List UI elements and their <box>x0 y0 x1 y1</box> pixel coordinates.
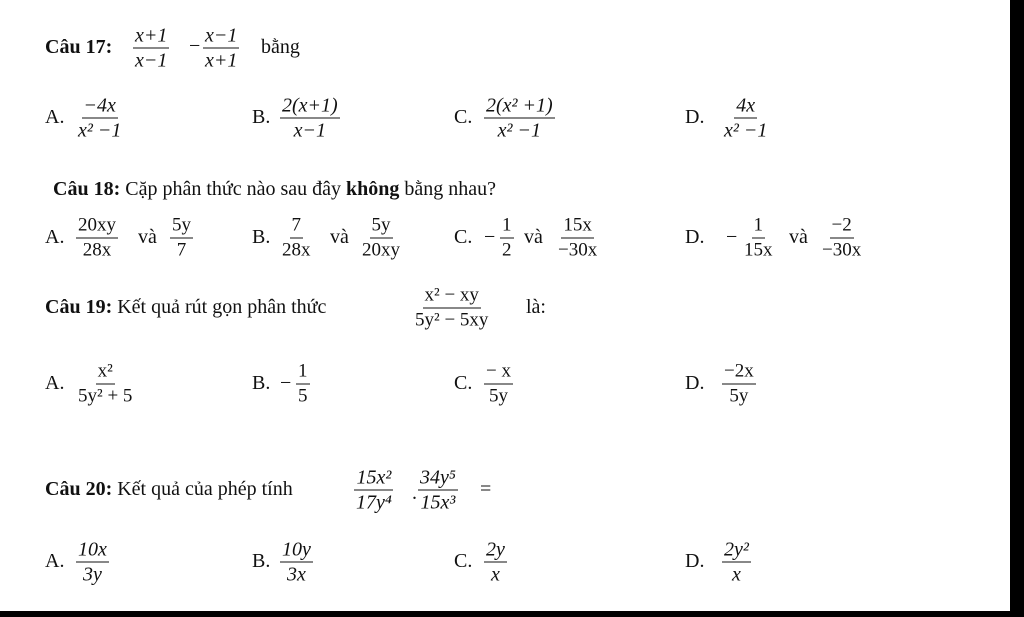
q17-options <box>0 94 1010 142</box>
q19-option-c[interactable]: $\frac{- x}{5y}$ <box>486 360 511 407</box>
q19-options <box>0 360 1010 407</box>
q20-equals: = <box>480 478 492 500</box>
question-20 <box>0 466 1010 514</box>
q17-option-d[interactable]: $\frac{4x}{\text{x² −1}}$ <box>724 94 768 142</box>
q19-option-a-letter[interactable]: A. <box>45 372 65 394</box>
q17-option-a[interactable]: $\frac{-4x}{\text{x² −1}}$ <box>78 94 122 142</box>
q18-option-a-fraction-1[interactable]: $\frac{20xy}{28x}$ <box>78 214 116 261</box>
q17-option-c[interactable]: $\frac{\text{2(x² +1)}}{\text{x² −1}}$ <box>486 94 553 142</box>
question-19 <box>0 284 1010 331</box>
q19-option-b[interactable]: $\frac{1}{5}$ <box>298 360 308 407</box>
q18-option-d-sign: − <box>726 226 738 248</box>
q17-suffix: bằng <box>261 36 300 58</box>
q18-option-d-fraction-1[interactable]: $\frac{1}{15x}$ <box>744 214 773 261</box>
q17-option-b-letter[interactable]: B. <box>252 106 271 128</box>
q19-option-d-letter[interactable]: D. <box>685 372 705 394</box>
q20-option-a[interactable]: $\frac{10x}{3y}$ <box>78 538 107 586</box>
q19-option-b-letter[interactable]: B. <box>252 372 271 394</box>
q19-option-d[interactable]: $\frac{-2x}{5y}$ <box>724 360 754 407</box>
q17-minus: − <box>189 35 201 57</box>
q17-fraction-1: $\frac{x+1}{x-1}$ <box>135 24 168 72</box>
q20-options <box>0 538 1010 586</box>
q18-option-b-fraction-2[interactable]: $\frac{5y}{20xy}$ <box>362 214 400 261</box>
q20-option-c-letter[interactable]: C. <box>454 550 473 572</box>
q17-option-d-letter[interactable]: D. <box>685 106 705 128</box>
q18-option-c-letter[interactable]: C. <box>454 226 473 248</box>
q18-option-b-fraction-1[interactable]: $\frac{7}{28x}$ <box>282 214 311 261</box>
q18-option-b-letter[interactable]: B. <box>252 226 271 248</box>
q19-suffix: là: <box>526 296 546 318</box>
q19-option-c-letter[interactable]: C. <box>454 372 473 394</box>
q18-option-b-and: và <box>330 226 349 248</box>
question-18-text: Câu 18: Cặp phân thức nào sau đây không bằng nhau? <box>53 178 497 200</box>
q18-option-c-and: và <box>524 226 543 248</box>
q17-option-a-letter[interactable]: A. <box>45 106 65 128</box>
q18-option-a-letter[interactable]: A. <box>45 226 65 248</box>
q20-fraction-2: $\frac{\text{34y⁵}}{\text{15x³}}$ <box>420 466 456 514</box>
question-20-text: Câu 20: Kết quả của phép tính <box>45 478 293 500</box>
q20-option-b[interactable]: $\frac{10y}{3x}$ <box>282 538 311 586</box>
question-18 <box>0 178 1010 200</box>
q18-option-d-fraction-2[interactable]: $\frac{-2}{-30x}$ <box>822 214 862 261</box>
q20-option-c[interactable]: $\frac{2y}{x}$ <box>486 538 505 586</box>
q20-option-a-letter[interactable]: A. <box>45 550 65 572</box>
q19-option-a[interactable]: $\frac{\text{x²}}{\text{5y² + 5}}$ <box>78 360 133 407</box>
q20-dot: . <box>412 482 417 504</box>
question-17 <box>0 24 1010 72</box>
question-17-label: Câu 17: <box>45 36 113 58</box>
q19-option-b-sign: − <box>280 372 292 394</box>
q18-option-a-and: và <box>138 226 157 248</box>
q20-option-d[interactable]: $\frac{\text{2y²}}{x}$ <box>724 538 749 586</box>
q20-option-b-letter[interactable]: B. <box>252 550 271 572</box>
q17-option-c-letter[interactable]: C. <box>454 106 473 128</box>
q18-option-c-sign: − <box>484 226 496 248</box>
q18-option-d-letter[interactable]: D. <box>685 226 705 248</box>
q20-option-d-letter[interactable]: D. <box>685 550 705 572</box>
q17-fraction-2: $\frac{x-1}{x+1}$ <box>205 24 238 72</box>
q18-options <box>0 214 1010 261</box>
q17-option-b[interactable]: $\frac{2(x+1)}{x-1}$ <box>282 94 338 142</box>
question-19-text: Câu 19: Kết quả rút gọn phân thức <box>45 296 327 318</box>
q19-fraction: $\frac{\text{x² − xy}}{\text{5y² − 5xy}}$ <box>415 284 489 331</box>
q18-option-a-fraction-2[interactable]: $\frac{5y}{7}$ <box>172 214 191 261</box>
q18-option-d-and: và <box>789 226 808 248</box>
q18-option-c-fraction-1[interactable]: $\frac{1}{2}$ <box>502 214 512 261</box>
q18-option-c-fraction-2[interactable]: $\frac{15x}{-30x}$ <box>558 214 598 261</box>
q20-fraction-1: $\frac{\text{15x²}}{\text{17y⁴}}$ <box>356 466 392 514</box>
